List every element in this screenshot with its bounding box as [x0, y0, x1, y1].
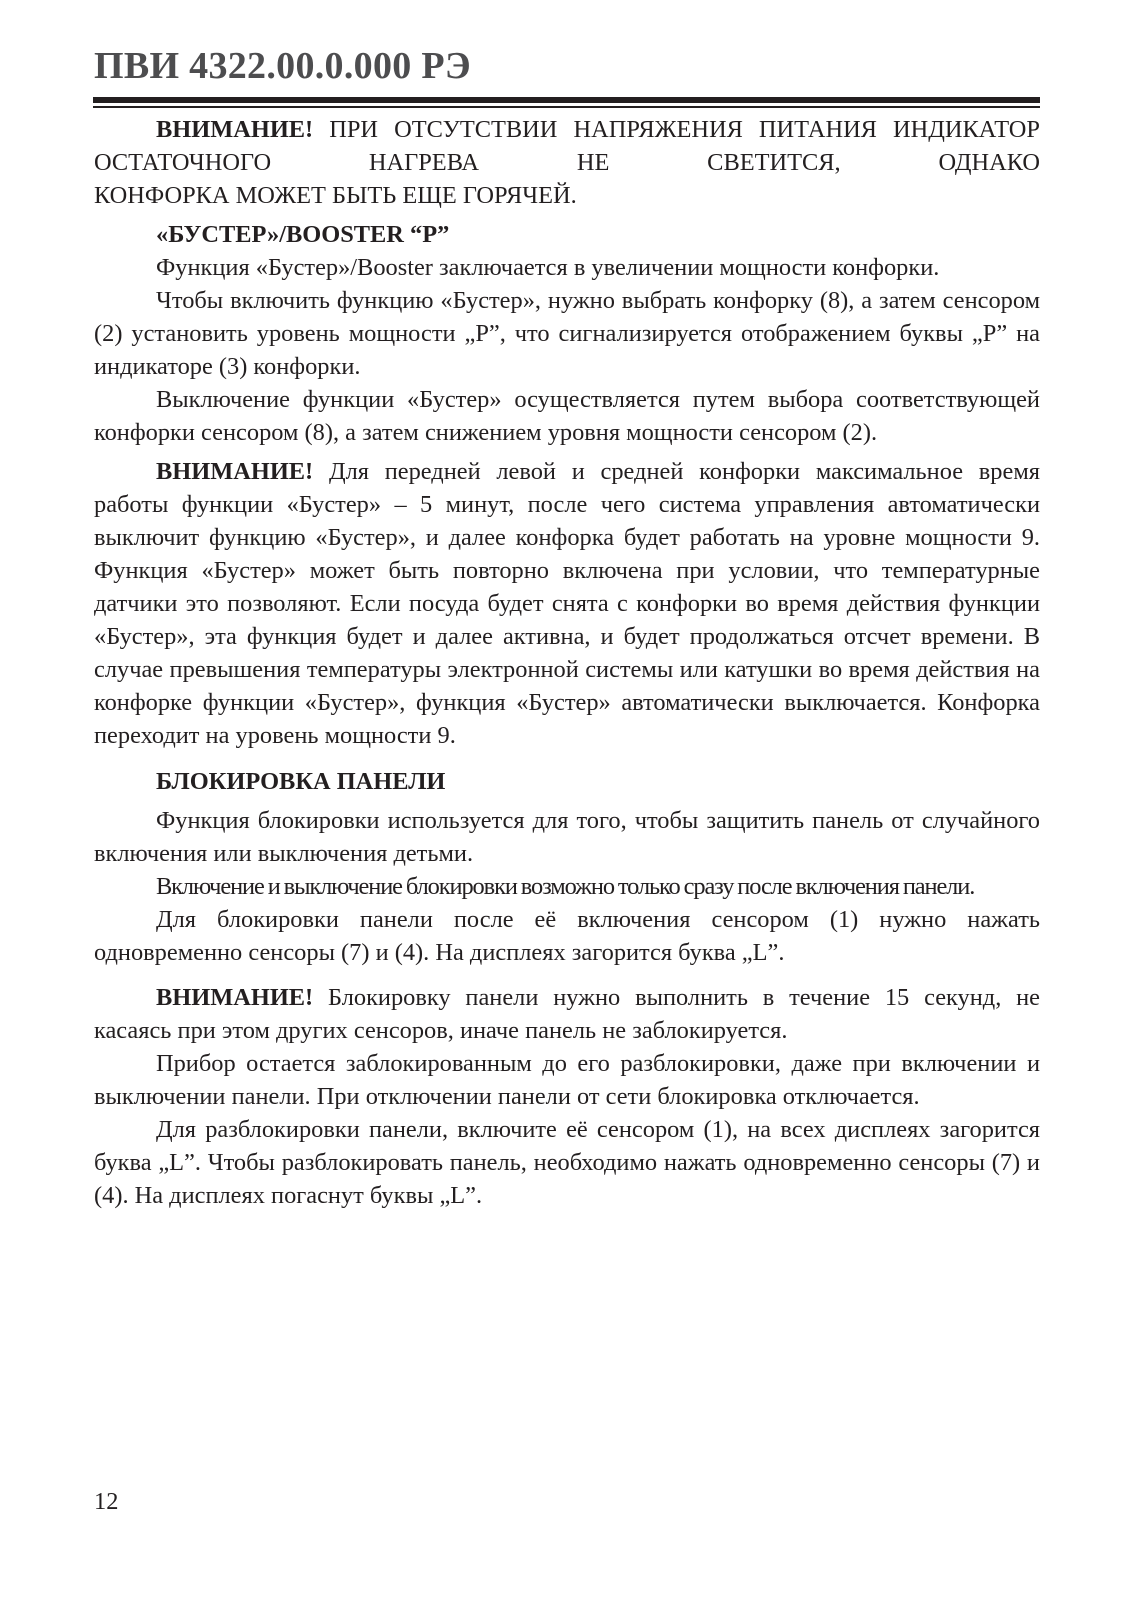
section-heading-panel-lock: БЛОКИРОВКА ПАНЕЛИ	[156, 768, 446, 795]
lock-paragraph-4: Прибор остается заблокированным до его разблокировки, даже при включении и выключении панели. При отключении панели от сети блокировка отключается.	[94, 1050, 1040, 1110]
lock-warning	[94, 981, 1040, 1047]
document-code-title: ПВИ 4322.00.0.000 РЭ	[94, 45, 471, 87]
lock-paragraph-3: Для блокировки панели после её включения сенсором (1) нужно нажать одновременно сенсоры (7) и (4). На дисплеях загорится буква „L”.	[94, 906, 1040, 966]
section-heading-booster: «БУСТЕР»/BOOSTER “P”	[156, 221, 450, 248]
warning-label: ВНИМАНИЕ!	[156, 458, 314, 485]
lock-paragraph-1: Функция блокировки используется для того, чтобы защитить панель от случайного включения или выключения детьми.	[94, 807, 1040, 867]
header-rule-thin	[93, 106, 1040, 108]
warning-label: ВНИМАНИЕ!	[156, 984, 314, 1011]
page-body	[94, 113, 1040, 1212]
booster-paragraph-2: Чтобы включить функцию «Бустер», нужно выбрать конфорку (8), а затем сенсором (2) установить уровень мощности „P”, что сигнализируется отображением буквы „P” на индикаторе (3) конфорки.	[94, 287, 1040, 380]
header-rule-thick	[93, 97, 1040, 103]
warning-text: Блокировку панели нужно выполнить в течение 15 секунд, не касаясь при этом других сенсоров, иначе панель не заблокируется.	[94, 984, 1040, 1044]
lock-paragraph-2: Включение и выключение блокировки возможно только сразу после включения панели.	[156, 873, 975, 900]
lock-paragraph-5: Для разблокировки панели, включите её сенсором (1), на всех дисплеях загорится буква „L”. Чтобы разблокировать панель, необходимо нажать одновременно сенсоры (7) и (4). На дисплеях погаснут буквы „L”.	[94, 1116, 1040, 1209]
warning-residual-heat	[94, 113, 1040, 179]
warning-label: ВНИМАНИЕ!	[156, 116, 314, 143]
booster-warning	[94, 455, 1040, 752]
booster-paragraph-3: Выключение функции «Бустер» осуществляется путем выбора соответствующей конфорки сенсором (8), а затем снижением уровня мощности сенсором (2).	[94, 386, 1040, 446]
booster-paragraph-1: Функция «Бустер»/Booster заключается в увеличении мощности конфорки.	[156, 254, 940, 281]
warning-residual-heat-end: КОНФОРКА МОЖЕТ БЫТЬ ЕЩЕ ГОРЯЧЕЙ.	[94, 182, 577, 209]
page-number: 12	[94, 1488, 119, 1515]
warning-text: ПРИ ОТСУТСТВИИ НАПРЯЖЕНИЯ ПИТАНИЯ ИНДИКАТОР ОСТАТОЧНОГО НАГРЕВА НЕ СВЕТИТСЯ, ОДНАКО	[94, 116, 1040, 176]
warning-text: Для передней левой и средней конфорки максимальное время работы функции «Бустер» – 5 минут, после чего система управления автоматически выключит функцию «Бустер», и далее конфорка будет работать на уровне мощности 9. Функция «Бустер» может быть повторно включена при условии, что температурные датчики это позволяют. Если посуда будет снята с конфорки во время действия функции «Бустер», эта функция будет и далее активна, и будет продолжаться отсчет времени. В случае превышения температуры электронной системы или катушки во время действия на конфорке функции «Бустер», функция «Бустер» автоматически выключается. Конфорка переходит на уровень мощности 9.	[94, 458, 1040, 749]
